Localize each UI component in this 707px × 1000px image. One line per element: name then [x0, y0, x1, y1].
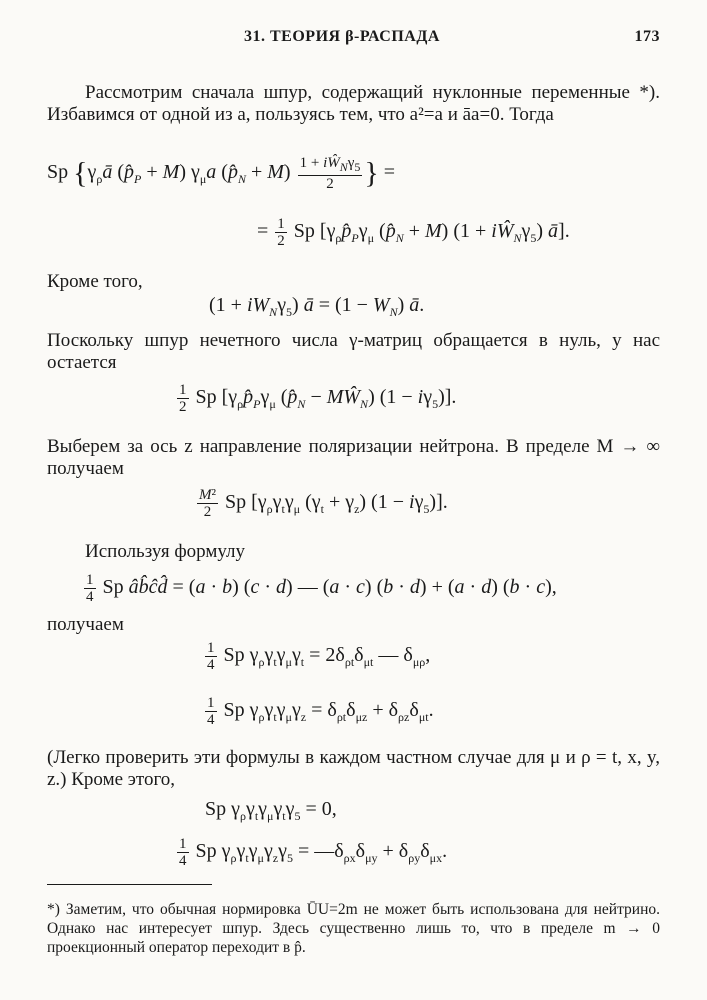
equation-9: Sp $\gamma_\rho\gamma_t\gamma_\mu\gamma_t\gamma_5 = 0$,: [205, 798, 337, 823]
footnote-rule: [47, 884, 212, 885]
paragraph-odd-trace: Поскольку шпур нечетного числа γ-матриц обращается в нуль, у нас остается: [47, 330, 660, 373]
equation-8: $\frac{1}{4}$ Sp $\gamma_\rho\gamma_t\gamma_\mu\gamma_z = \delta_{\rho t}\delta_{\mu z} + \delta_{\rho z}\delta_{\mu t}$.: [207, 695, 434, 728]
equation-5: $\frac{\text{M²}}{2}$ Sp [$\gamma_\rho\gamma_t\gamma_\mu$ $(\gamma_t + \gamma_z) (1 - i\gamma_5)$].: [199, 487, 448, 520]
paragraph-intro: Рассмотрим сначала шпур, содержащий нуклонные переменные *). Избавимся от одной из a, пользуясь тем, что a²=a и āa=0. Тогда: [47, 82, 660, 125]
paragraph-besides: Кроме того,: [47, 271, 143, 292]
equation-7: $\frac{1}{4}$ Sp $\gamma_\rho\gamma_t\gamma_\mu\gamma_t = 2\delta_{\rho t}\delta_{\mu t}$ — $\delta_{\mu\rho}$,: [207, 640, 431, 673]
paragraph-formula: Используя формулу: [85, 541, 246, 562]
footnote: *) Заметим, что обычная нормировка ŪU=2m не может быть использована для нейтрино. Однако нас интересует шпур. Здесь существенно лишь то, что в пределе m → 0 проекционный оператор переходит в p̂.: [47, 901, 660, 956]
equation-1: Sp {$\gamma_\rho ā$ $(p̂_P + M)$ $\gamma_\mu a$ $(p̂_N + M)$ $\frac{1 + iŴ_N\gamma_5}{2}$ } =: [47, 155, 396, 192]
paragraph-polarization: Выберем за ось z направление поляризации нейтрона. В пределе M → ∞ получаем: [47, 436, 660, 479]
page-number: 173: [634, 28, 660, 45]
equation-6: $\frac{1}{4}$ Sp âb̂ĉd̂ = (a · b) (c · d) — (a · c) (b · d) + (a · d) (b · c),: [86, 572, 557, 605]
running-header-title: 31. ТЕОРИЯ β-РАСПАДА: [244, 28, 440, 45]
equation-3: $(1 + iW_N\gamma_5)$ ā = $(1 - W_N)$ ā.: [209, 294, 425, 319]
equation-10: $\frac{1}{4}$ Sp $\gamma_\rho\gamma_t\gamma_\mu\gamma_z\gamma_5$ = $—\delta_{\rho x}\delta_{\mu y} + \delta_{\rho y}\delta_{\mu x}$.: [179, 836, 448, 869]
equation-2: = $\frac{1}{2}$ Sp [$\gamma_\rho p̂_P\gamma_\mu$ $(p̂_N + M) (1$ + $iŴ_N\gamma_5$) ā].: [257, 216, 570, 249]
paragraph-obtain: получаем: [47, 614, 124, 635]
paragraph-check: (Легко проверить эти формулы в каждом частном случае для μ и ρ = t, x, y, z.) Кроме этого,: [47, 747, 660, 790]
equation-4: $\frac{1}{2}$ Sp [$\gamma_\rho p̂_P\gamma_\mu$ ($p̂_N$ − $MŴ_N$) $(1 - i\gamma_5)$].: [179, 382, 457, 415]
